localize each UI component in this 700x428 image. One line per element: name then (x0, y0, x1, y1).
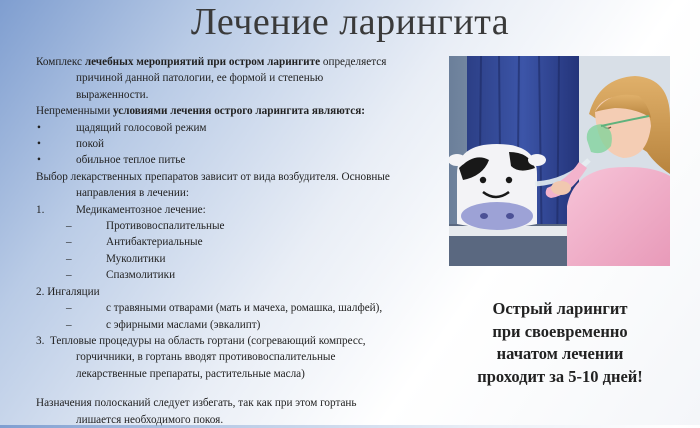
condition-item: • обильное теплое питье (37, 154, 186, 167)
condition-item: • покой (37, 138, 105, 151)
inhalation-item: – с травяными отварами (мать и мачеха, ромашка, шалфей), (66, 302, 383, 315)
footer-line-1: Назначения полосканий следует избегать, так как при этом гортань (36, 397, 357, 410)
slide-body (36, 54, 416, 428)
child-nebulizer-photo (449, 56, 670, 266)
drugs-intro-line-2: направления в лечении: (76, 187, 189, 200)
callout-line: начатом лечении (496, 344, 624, 363)
slide-title: Лечение ларингита (190, 1, 510, 43)
inhalation-item: – с эфирными маслами (эвкалипт) (66, 318, 261, 331)
conditions-heading: Непременными условиями лечения острого ларингита являются: (36, 105, 365, 118)
callout-text (445, 298, 675, 388)
callout-line: проходит за 5-10 дней! (477, 366, 643, 386)
intro-line-1: Комплекс лечебных мероприятий при остром ларингите определяется (36, 56, 387, 68)
callout-line: Острый ларингит (492, 299, 628, 318)
condition-item: • щадящий голосовой режим (37, 121, 207, 134)
intro-line-2: причиной данной патологии, ее формой и степенью (76, 72, 324, 85)
thermal-line-3: лекарственные препараты, растительные масла) (76, 367, 305, 380)
thermal-line-2: горчичники, в гортань вводят противовоспалительные (76, 351, 336, 364)
medication-item: – Антибактериальные (66, 236, 203, 249)
medication-item: – Спазмолитики (66, 269, 176, 282)
medication-item: – Муколитики (66, 252, 166, 265)
drugs-intro-line-1: Выбор лекарственных препаратов зависит от вида возбудителя. Основные (36, 170, 390, 183)
callout-line: при своевременно (492, 321, 628, 341)
intro-line-3: выраженности. (76, 88, 149, 101)
section-inhalation: 2. Ингаляции (36, 285, 100, 298)
section-thermal: 3. Тепловые процедуры на область гортани (согревающий компресс, (36, 334, 366, 347)
section-medication: 1. Медикаментозное лечение: (36, 203, 206, 216)
medication-item: – Противовоспалительные (66, 220, 225, 233)
footer-line-2: лишается необходимого покоя. (76, 413, 224, 426)
